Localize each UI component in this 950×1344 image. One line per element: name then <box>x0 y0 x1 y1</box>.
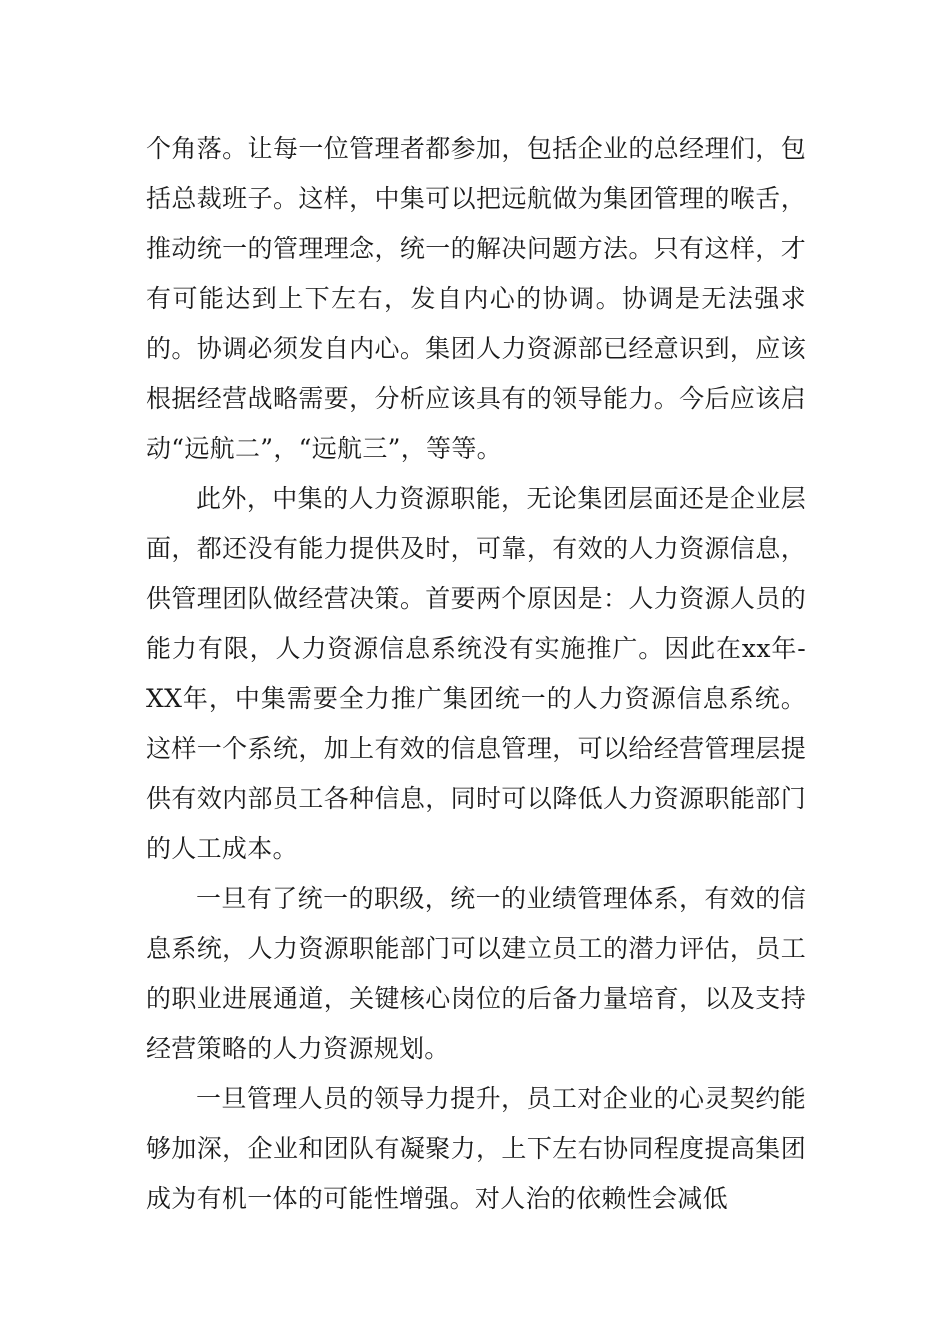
document-body <box>146 124 806 1224</box>
paragraph-4: 一旦管理人员的领导力提升，员工对企业的心灵契约能够加深，企业和团队有凝聚力，上下左右协同程度提高集团成为有机一体的可能性增强。对人治的依赖性会减低 <box>146 1084 806 1213</box>
paragraph-2: 此外，中集的人力资源职能，无论集团层面还是企业层面，都还没有能力提供及时，可靠，有效的人力资源信息，供管理团队做经营决策。首要两个原因是：人力资源人员的能力有限，人力资源信息系统没有实施推广。因此在xx年-XX年，中集需要全力推广集团统一的人力资源信息系统。这样一个系统，加上有效的信息管理，可以给经营管理层提供有效内部员工各种信息，同时可以降低人力资源职能部门的人工成本。 <box>146 484 806 863</box>
paragraph-1: 个角落。让每一位管理者都参加，包括企业的总经理们，包括总裁班子。这样，中集可以把远航做为集团管理的喉舌，推动统一的管理理念，统一的解决问题方法。只有这样，才有可能达到上下左右，发自内心的协调。协调是无法强求的。协调必须发自内心。集团人力资源部已经意识到，应该根据经营战略需要，分析应该具有的领导能力。今后应该启动“远航二”，“远航三”，等等。 <box>146 134 806 463</box>
paragraph-3: 一旦有了统一的职级，统一的业绩管理体系，有效的信息系统，人力资源职能部门可以建立员工的潜力评估，员工的职业进展通道，关键核心岗位的后备力量培育，以及支持经营策略的人力资源规划。 <box>146 884 806 1063</box>
